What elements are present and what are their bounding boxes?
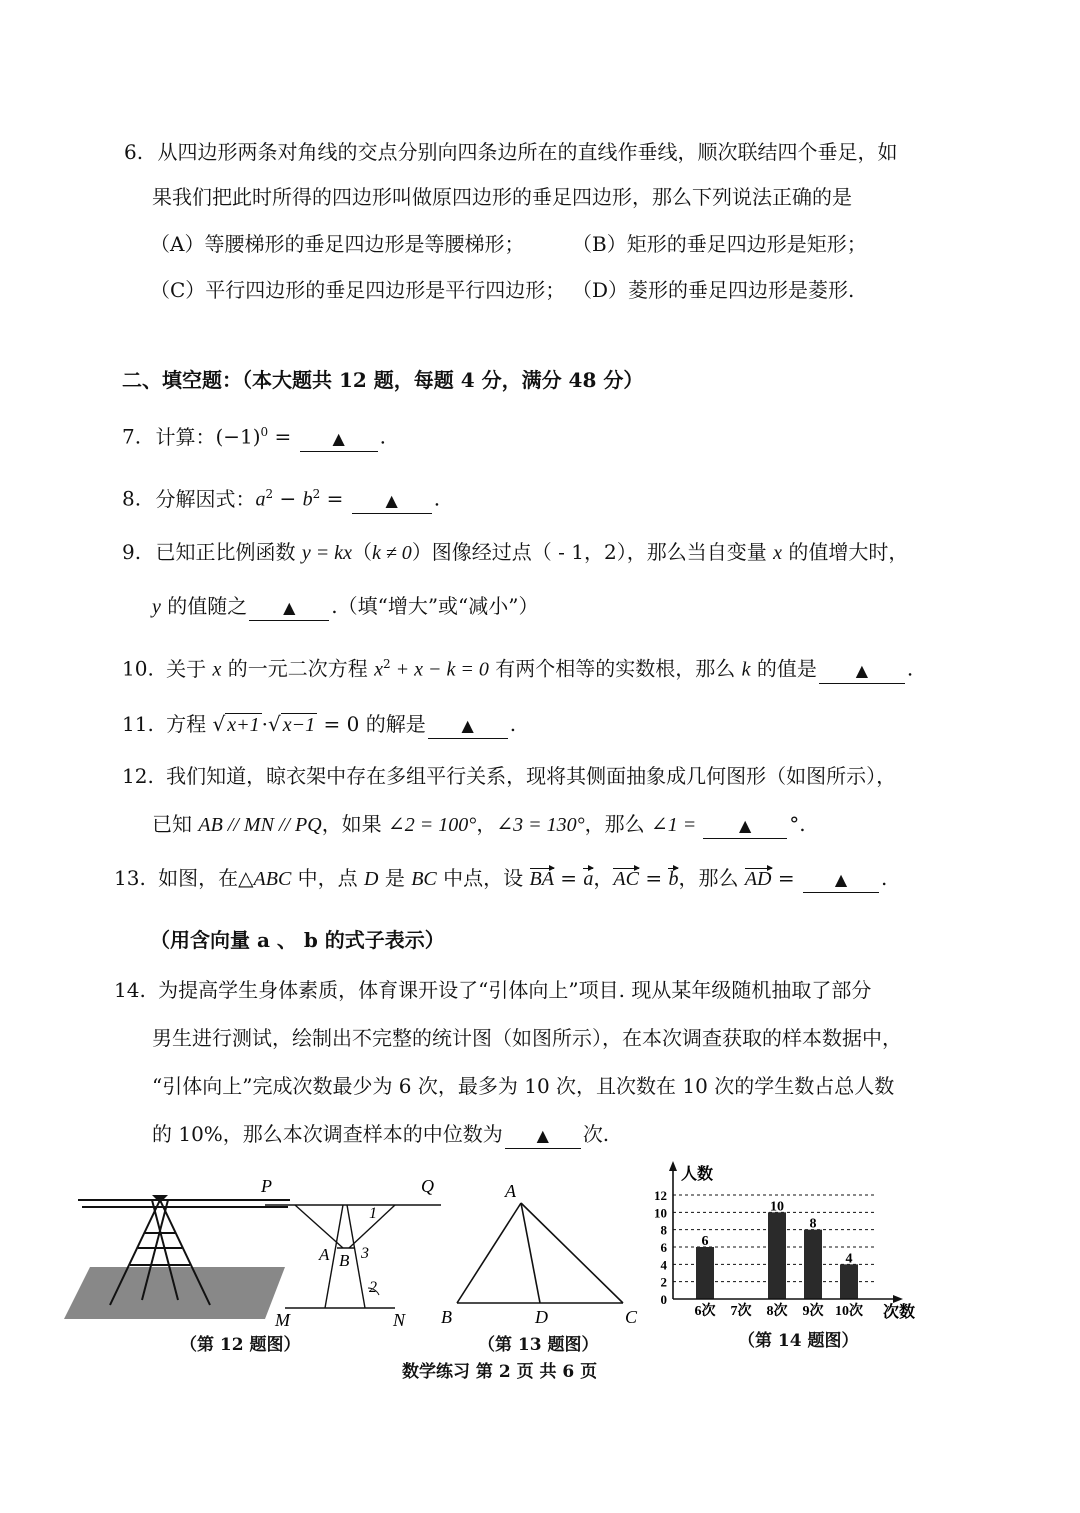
- label-p: P: [261, 1176, 272, 1196]
- q12-degree: °.: [789, 812, 806, 836]
- q11-period: .: [509, 712, 517, 736]
- q10-eq-x: x: [374, 658, 384, 681]
- q11-number: 11.: [122, 712, 154, 736]
- q12-angle-1: ∠1 =: [650, 814, 702, 836]
- figure-13-triangle: [435, 1175, 645, 1335]
- triangle-mark-icon: ▲: [385, 490, 398, 510]
- q12-text-1: 我们知道，晾衣架中存在多组平行关系，现将其侧面抽象成几何图形（如图所示），: [166, 764, 897, 788]
- q8: [122, 482, 440, 514]
- bar: [696, 1247, 714, 1299]
- triangle-mark-icon: ▲: [461, 716, 474, 735]
- x-tick-label: 10次: [835, 1304, 863, 1319]
- q12-text-4: ，: [476, 812, 497, 836]
- q9-condition: k ≠ 0: [371, 542, 412, 564]
- q14-text-4: 的 10%，那么本次调查样本的中位数为: [152, 1122, 503, 1146]
- q10: [122, 652, 913, 684]
- q7-expr: (−1): [215, 424, 261, 449]
- q14-line4: [152, 1122, 609, 1149]
- q10-text-2: 的一元二次方程: [221, 656, 375, 681]
- figure-12-caption: （第 12 题图）: [180, 1335, 301, 1355]
- q9-line2: [152, 594, 539, 621]
- q9-answer-blank[interactable]: [249, 594, 329, 621]
- q8-text: 分解因式：: [155, 486, 256, 511]
- page-footer: 数学练习 第 2 页 共 6 页: [402, 1362, 598, 1382]
- q7: [122, 420, 386, 452]
- figure-12-geometry: [255, 1170, 450, 1330]
- q6-line1: [124, 140, 897, 164]
- q11: 11. 方程 √ x+1 ·√ x−1 = 0 的解是 ▲ .: [122, 712, 516, 739]
- q13-text-3: 是: [378, 866, 412, 890]
- bar: [804, 1230, 822, 1299]
- q9-text-6: .（填“增大”或“减小”）: [331, 594, 539, 618]
- x-tick-label: 9次: [802, 1304, 824, 1319]
- q13-vector-b: b: [668, 868, 679, 890]
- triangle-mark-icon: ▲: [283, 598, 296, 617]
- y-tick-labels: [654, 1188, 668, 1307]
- bar-value-label: 4: [845, 1251, 853, 1267]
- q9-text-3: ）图像经过点（ - 1，2），那么当自变量: [411, 540, 774, 564]
- q13-vector-a: a: [583, 868, 594, 890]
- q9-function: y = kx: [301, 542, 352, 564]
- label-c: C: [625, 1307, 638, 1327]
- q8-equals: =: [320, 486, 350, 511]
- y-axis-arrow-icon: [669, 1161, 677, 1171]
- q6-option-b[interactable]: （B）矩形的垂足四边形是矩形；: [572, 232, 867, 256]
- q12-angle-2: ∠2 = 100°: [388, 814, 477, 836]
- q9-text-5: 的值随之: [160, 594, 248, 618]
- q9-text-4: 的值增大时，: [781, 540, 909, 564]
- y-tick-label: 0: [660, 1292, 667, 1307]
- q13-segment-bc: BC: [411, 868, 437, 890]
- q8-exp-a: 2: [265, 487, 274, 501]
- q10-exp: 2: [383, 657, 391, 671]
- q13-point-d: D: [364, 868, 379, 890]
- q10-number: 10.: [122, 656, 154, 681]
- q12-angle-3: ∠3 = 130°: [496, 814, 585, 836]
- x-tick-label: 7次: [730, 1304, 752, 1319]
- triangle-mark-icon: ▲: [739, 816, 752, 835]
- q10-text-1: 关于: [166, 656, 213, 681]
- q13-text-6: ，那么: [678, 866, 745, 890]
- q12-text-5: ，那么: [584, 812, 651, 836]
- y-tick-label: 10: [654, 1205, 667, 1221]
- q10-var-x: x: [212, 658, 222, 681]
- q6-stem-2: 果我们把此时所得的四边形叫做原四边形的垂足四边形，那么下列说法正确的是: [152, 185, 852, 209]
- q11-dot: ·: [261, 712, 269, 736]
- figure-14-caption: （第 14 题图）: [738, 1331, 859, 1351]
- label-angle-3: 3: [361, 1245, 369, 1262]
- q14-answer-blank[interactable]: [505, 1122, 581, 1149]
- label-angle-2: 2: [369, 1279, 377, 1296]
- q13-triangle: △ABC: [238, 868, 292, 890]
- q7-period: .: [379, 424, 387, 449]
- q6-option-c[interactable]: （C）平行四边形的垂足四边形是平行四边形；: [150, 278, 566, 302]
- bar-value-label: 10: [770, 1199, 784, 1215]
- q9-text-2: （: [351, 540, 372, 564]
- q8-exp-b: 2: [312, 487, 321, 501]
- q10-period: .: [906, 656, 914, 681]
- q10-text-3: 有两个相等的实数根，那么: [488, 656, 742, 681]
- q8-period: .: [433, 486, 441, 511]
- q9-number: 9.: [122, 540, 142, 564]
- figure-14-bar-chart: [645, 1155, 930, 1330]
- q11-radicand-2: x−1: [282, 714, 316, 736]
- q6-option-d[interactable]: （D）菱形的垂足四边形是菱形.: [572, 278, 855, 302]
- q9-line1: [122, 540, 908, 565]
- q11-answer-blank[interactable]: [428, 712, 508, 739]
- y-tick-label: 12: [654, 1188, 667, 1203]
- q7-answer-blank[interactable]: [300, 425, 378, 452]
- label-m: M: [275, 1310, 290, 1330]
- q13-eq-2: =: [638, 866, 669, 890]
- q13-vector-ac: AC: [613, 868, 639, 890]
- x-axis-label: 次数: [883, 1304, 916, 1321]
- q6-number: 6.: [124, 140, 144, 164]
- q13-vector-ba: BA: [529, 868, 554, 890]
- x-axis-arrow-icon: [893, 1295, 903, 1303]
- q13-eq-1: =: [553, 866, 584, 890]
- bar: [768, 1212, 786, 1299]
- label-a: A: [319, 1245, 330, 1264]
- q13-number: 13.: [114, 866, 146, 890]
- bar: [840, 1264, 858, 1299]
- triangle-mark-icon: ▲: [855, 660, 869, 680]
- figure-13-caption: （第 13 题图）: [478, 1335, 599, 1355]
- q12-line1: [122, 764, 896, 788]
- q11-radicand-1: x+1: [227, 714, 260, 736]
- label-angle-1: 1: [369, 1205, 377, 1222]
- y-axis-label: 人数: [681, 1166, 714, 1183]
- q10-eq-rest: + x − k = 0: [390, 658, 489, 681]
- q13-line1: [114, 866, 887, 893]
- section-2-heading: 二、填空题：（本大题共 12 题，每题 4 分，满分 48 分）: [122, 368, 644, 392]
- q10-answer-blank[interactable]: [819, 657, 905, 684]
- q12-number: 12.: [122, 764, 154, 788]
- y-tick-label: 8: [660, 1222, 667, 1238]
- bar-value-label: 8: [809, 1216, 817, 1232]
- q13-text-1: 如图，在: [158, 866, 239, 890]
- q8-var-a: a: [255, 488, 266, 511]
- x-tick-label: 8次: [766, 1304, 788, 1319]
- label-b: B: [441, 1307, 452, 1327]
- q13-vector-ad: AD: [744, 868, 772, 890]
- q13-answer-blank[interactable]: [803, 866, 879, 893]
- q8-number: 8.: [122, 486, 142, 511]
- q12-parallel: AB // MN // PQ: [198, 814, 322, 836]
- x-tick-labels: [695, 1302, 864, 1319]
- label-b: B: [339, 1251, 350, 1270]
- triangle-mark-icon: ▲: [834, 870, 848, 889]
- q11-equals: = 0: [317, 712, 360, 736]
- label-n: N: [393, 1310, 406, 1330]
- q12-line2: [152, 812, 806, 839]
- q13-period: .: [880, 866, 888, 890]
- label-q: Q: [421, 1176, 434, 1196]
- q13-eq-3: =: [771, 866, 801, 890]
- q12-answer-blank[interactable]: [703, 812, 787, 839]
- q14-text-2: 男生进行测试，绘制出不完整的统计图（如图所示），在本次调查获取的样本数据中，: [152, 1026, 902, 1050]
- q7-number: 7.: [122, 424, 142, 449]
- q14-text-5: 次.: [582, 1122, 610, 1146]
- triangle-mark-icon: ▲: [536, 1126, 549, 1145]
- x-tick-label: 6次: [694, 1304, 716, 1319]
- ground-shadow: [64, 1267, 285, 1319]
- q14-text-1: 为提高学生身体素质，体育课开设了“引体向上”项目. 现从某年级随机抽取了部分: [158, 978, 872, 1002]
- q13-text-5: ，: [593, 866, 614, 890]
- y-tick-label: 6: [660, 1240, 667, 1255]
- q9-var-y: y: [152, 596, 161, 618]
- q14-line1: [114, 978, 871, 1002]
- q7-text: 计算：: [155, 424, 216, 449]
- triangle-mark-icon: ▲: [332, 428, 345, 448]
- q14-number: 14.: [114, 978, 146, 1002]
- label-a: A: [505, 1181, 516, 1201]
- q8-answer-blank[interactable]: [352, 487, 432, 514]
- y-tick-label: 4: [660, 1257, 667, 1273]
- q12-text-3: ，如果: [321, 812, 389, 836]
- q7-exponent: 0: [260, 425, 269, 439]
- q8-var-b: b: [302, 488, 313, 511]
- q6-stem-1: 从四边形两条对角线的交点分别向四条边所在的直线作垂线，顺次联结四个垂足，如: [157, 140, 898, 164]
- q13-text-4: 中点，设: [436, 866, 530, 890]
- q9-text-1: 已知正比例函数: [155, 540, 302, 564]
- bar-value-label: 6: [701, 1234, 709, 1249]
- q7-equals: =: [268, 424, 298, 449]
- q14-text-3: “引体向上”完成次数最少为 6 次，最多为 10 次，且次数在 10 次的学生数占总人数: [152, 1074, 895, 1098]
- y-tick-label: 2: [660, 1274, 667, 1290]
- q12-text-2: 已知: [152, 812, 199, 836]
- q6-option-a[interactable]: （A）等腰梯形的垂足四边形是等腰梯形；: [150, 232, 525, 256]
- label-d: D: [535, 1307, 548, 1327]
- q13-note: （用含向量 a 、 b 的式子表示）: [150, 928, 445, 952]
- q11-text-1: 方程: [166, 712, 213, 736]
- q8-minus: −: [273, 486, 303, 511]
- q11-text-2: 的解是: [359, 712, 426, 736]
- q9-var-x: x: [773, 542, 782, 564]
- q10-text-4: 的值是: [750, 656, 817, 681]
- bars: [696, 1199, 858, 1299]
- q13-text-2: 中，点: [291, 866, 365, 890]
- q10-var-k: k: [741, 658, 751, 681]
